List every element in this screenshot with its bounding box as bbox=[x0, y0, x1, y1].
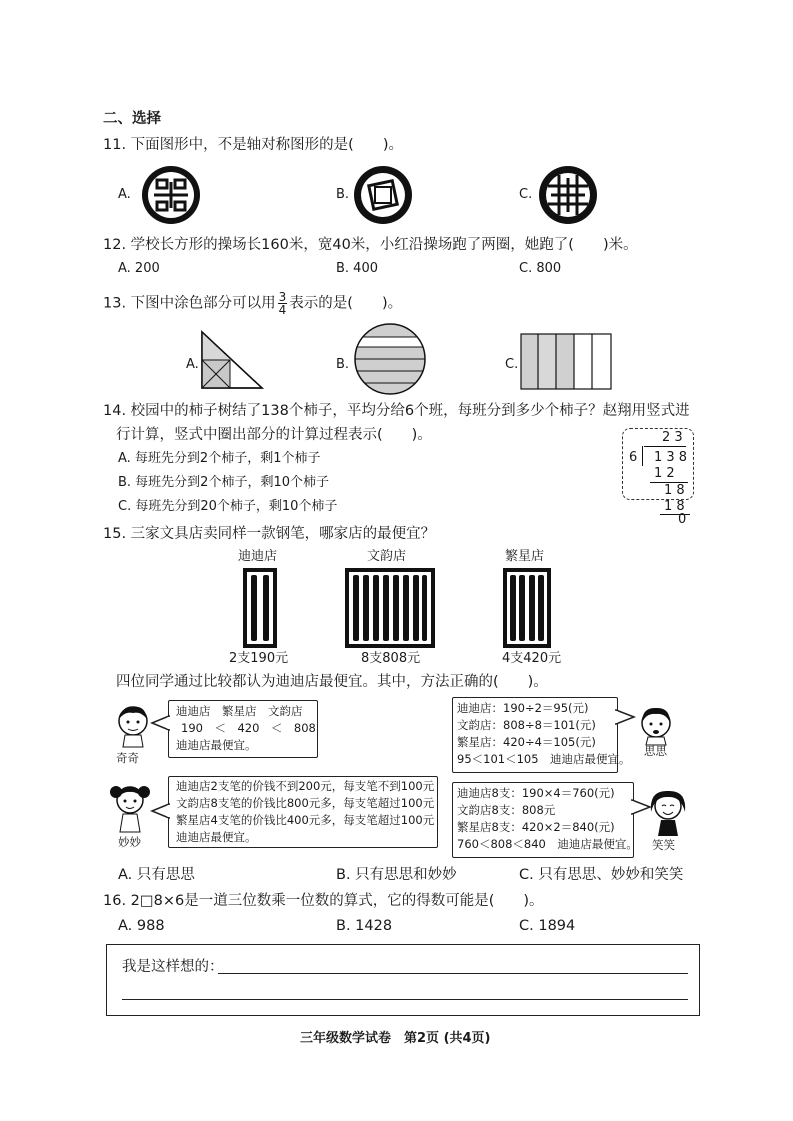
q16-option-a[interactable]: A. 988 bbox=[118, 918, 165, 934]
xiaoxiao-line1: 迪迪店8支：190×4＝760(元) bbox=[457, 786, 615, 800]
sisi-line3: 繁星店：420÷4＝105(元) bbox=[457, 735, 596, 749]
store-price-fanxing: 4支420元 bbox=[502, 651, 562, 666]
miaomiao-line3: 繁星店4支笔的价钱比400元多，每支笔超过100元 bbox=[176, 813, 435, 827]
q14-stem-line1: 14. 校园中的柿子树结了138个柿子，平均分给6个班，每班分到多少个柿子？赵翔用竖式进 bbox=[103, 403, 690, 419]
reasoning-line1[interactable] bbox=[218, 973, 688, 974]
q14-step2: 1 8 bbox=[664, 483, 685, 498]
q11-option-b-label[interactable]: B. bbox=[336, 187, 350, 202]
q13-option-b-circle bbox=[350, 323, 430, 395]
store-name-fanxing: 繁星店 bbox=[505, 549, 545, 564]
xiaoxiao-avatar-icon bbox=[647, 786, 689, 836]
q12-stem: 12. 学校长方形的操场长160米，宽40米，小红沿操场跑了两圈，她跑了( )米。 bbox=[103, 237, 638, 253]
q12-option-b[interactable]: B. 400 bbox=[336, 261, 378, 276]
miaomiao-line1: 迪迪店2支笔的价钱不到200元，每支笔不到100元 bbox=[176, 779, 435, 793]
q13-option-c-label[interactable]: C. bbox=[505, 357, 519, 372]
pen-box-fanxing bbox=[503, 568, 551, 648]
q11-option-c-figure bbox=[537, 164, 599, 226]
q13-option-c-rectangle bbox=[520, 333, 612, 390]
store-price-wenyun: 8支808元 bbox=[361, 651, 421, 666]
store-name-didi: 迪迪店 bbox=[238, 549, 278, 564]
q14-divisor: 6 bbox=[629, 450, 638, 465]
qiqi-line3: 迪迪店最便宜。 bbox=[176, 738, 257, 752]
q13-option-a-triangle bbox=[200, 330, 264, 390]
q16-stem: 16. 2□8×6是一道三位数乘一位数的算式，它的得数可能是( )。 bbox=[103, 893, 544, 909]
q12-option-c[interactable]: C. 800 bbox=[519, 261, 562, 276]
q14-division-bar bbox=[644, 446, 686, 447]
miaomiao-line4: 迪迪店最便宜。 bbox=[176, 830, 257, 844]
q11-option-b-figure bbox=[352, 164, 414, 226]
miaomiao-bubble-tail bbox=[152, 804, 170, 818]
store-name-wenyun: 文韵店 bbox=[367, 549, 407, 564]
q14-option-a[interactable]: A. 每班先分到2个柿子，剩1个柿子 bbox=[118, 451, 321, 466]
qiqi-line2: 190 ＜ 420 ＜ 808 bbox=[181, 721, 316, 735]
reasoning-line2[interactable] bbox=[122, 999, 688, 1000]
q11-option-c-label[interactable]: C. bbox=[519, 187, 533, 202]
sisi-avatar-icon bbox=[636, 705, 676, 745]
q11-option-a-label[interactable]: A. bbox=[118, 187, 131, 202]
q13-stem-post: 表示的是( )。 bbox=[289, 295, 403, 312]
q14-step3: 1 8 bbox=[664, 499, 685, 514]
q15-option-c[interactable]: C. 只有思思、妙妙和笑笑 bbox=[519, 867, 684, 883]
q14-division-bracket bbox=[642, 446, 643, 466]
reasoning-box bbox=[106, 944, 700, 1016]
sisi-line1: 迪迪店：190÷2＝95(元) bbox=[457, 701, 589, 715]
qiqi-avatar-icon bbox=[113, 703, 153, 747]
q14-remainder: 0 bbox=[678, 512, 687, 527]
xiaoxiao-line2: 文韵店8支：808元 bbox=[457, 803, 556, 817]
q14-option-b[interactable]: B. 每班先分到2个柿子，剩10个柿子 bbox=[118, 475, 329, 490]
q16-option-c[interactable]: C. 1894 bbox=[519, 918, 576, 934]
q14-dividend: 1 3 8 bbox=[654, 450, 688, 465]
q11-stem: 11. 下面图形中，不是轴对称图形的是( )。 bbox=[103, 137, 403, 153]
sisi-line4: 95＜101＜105 迪迪店最便宜。 bbox=[457, 752, 631, 766]
sisi-bubble-tail bbox=[614, 710, 634, 724]
xiaoxiao-line4: 760＜808＜840 迪迪店最便宜。 bbox=[457, 837, 638, 851]
xiaoxiao-name: 笑笑 bbox=[652, 838, 675, 852]
q13-fraction-denominator: 4 bbox=[278, 303, 287, 317]
q15-stem: 15. 三家文具店卖同样一款钢笔，哪家店的最便宜？ bbox=[103, 526, 436, 542]
q13-stem bbox=[103, 291, 402, 316]
xiaoxiao-line3: 繁星店8支：420×2＝840(元) bbox=[457, 820, 615, 834]
reasoning-label: 我是这样想的： bbox=[122, 959, 224, 975]
store-price-didi: 2支190元 bbox=[229, 651, 289, 666]
q13-option-b-label[interactable]: B. bbox=[336, 357, 350, 372]
q13-fraction bbox=[278, 291, 288, 316]
q14-step1: 1 2 bbox=[654, 466, 675, 481]
q15-option-a[interactable]: A. 只有思思 bbox=[118, 867, 195, 883]
q13-stem-pre: 13. 下图中涂色部分可以用 bbox=[103, 295, 276, 312]
qiqi-name: 奇奇 bbox=[116, 751, 139, 765]
q13-option-a-label[interactable]: A. bbox=[186, 357, 199, 372]
q12-option-a[interactable]: A. 200 bbox=[118, 261, 160, 276]
pen-box-didi bbox=[243, 568, 277, 648]
miaomiao-avatar-icon bbox=[108, 780, 152, 832]
q14-quotient: 2 3 bbox=[662, 430, 683, 445]
miaomiao-line2: 文韵店8支笔的价钱比800元多，每支笔超过100元 bbox=[176, 796, 435, 810]
q14-option-c[interactable]: C. 每班先分到20个柿子，剩10个柿子 bbox=[118, 499, 338, 514]
sisi-line2: 文韵店：808÷8＝101(元) bbox=[457, 718, 596, 732]
q13-fraction-numerator: 3 bbox=[278, 290, 287, 304]
section-title: 二、选择 bbox=[103, 111, 161, 127]
q11-option-a-figure bbox=[140, 164, 202, 226]
qiqi-line1: 迪迪店 繁星店 文韵店 bbox=[176, 704, 303, 718]
q15-option-b[interactable]: B. 只有思思和妙妙 bbox=[336, 867, 457, 883]
pen-box-wenyun bbox=[345, 568, 435, 648]
q16-option-b[interactable]: B. 1428 bbox=[336, 918, 393, 934]
q14-stem-line2: 行计算，竖式中圈出部分的计算过程表示( )。 bbox=[116, 427, 432, 443]
miaomiao-name: 妙妙 bbox=[118, 835, 141, 849]
qiqi-bubble-tail bbox=[152, 716, 170, 730]
page-footer: 三年级数学试卷 第2页 (共4页) bbox=[300, 1031, 491, 1046]
q15-ask: 四位同学通过比较都认为迪迪店最便宜。其中，方法正确的( )。 bbox=[116, 674, 548, 690]
sisi-name: 思思 bbox=[644, 744, 667, 758]
